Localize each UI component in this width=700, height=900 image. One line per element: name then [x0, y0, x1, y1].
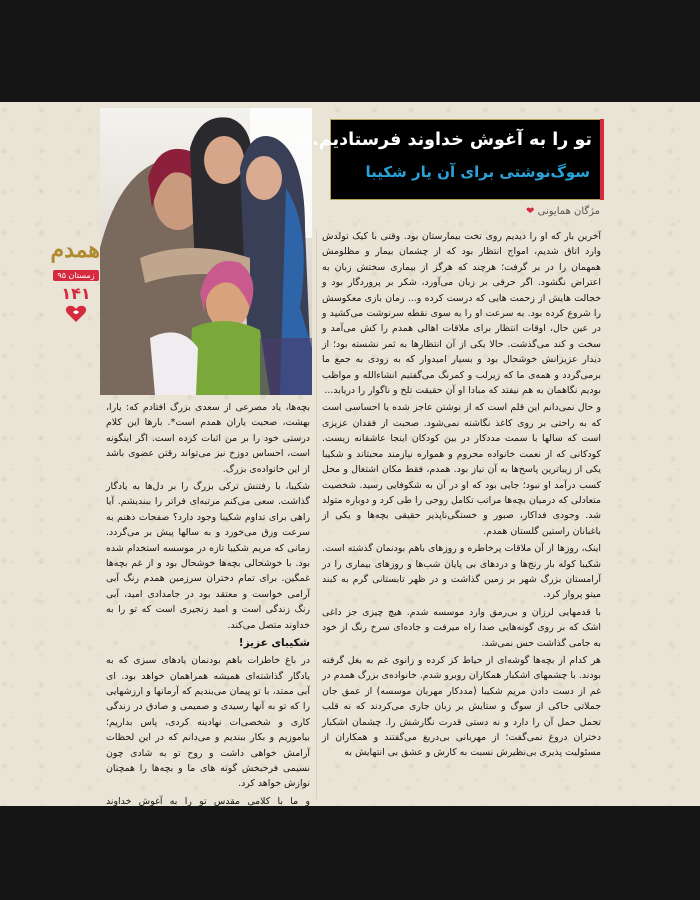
page-number: ۱۴۱ [61, 284, 91, 303]
paragraph: و حال نمی‌دانم این قلم است که از نوشتن عاجز شده یا احساسی است که به راحتی بر روی کاغذ نگاشته نمی‌شود. صحبت از فقدان عزیزی است که سالها با سمت مددکار در بین کودکان اینجا عاشقانه زیست. کودکانی که از نعمت خانواده محروم و همواره نیازمند محبتاند و شکیبا یکی از زیباترین پاسخ‌ها به آن نیاز بود. همدم، فقط مکان اشتغال و محل کسب درآمد او نبود؛ جایی بود که او در آن به شکوفایی رسید. شخصیت متعادلی که درمیان بچه‌ها مراتب تکامل روحی را طی کرد و دوباره متولد شد. وجودی فداکار، صبور و خستگی‌ناپذیر حقیقی بچه‌ها و یکی از باغبانان راستین گلستان همدم. [322, 402, 601, 537]
paragraph: هر کدام از بچه‌ها گوشه‌ای از حیاط کز کرده و زانوی غم به بغل گرفته بودند. با چشمهای اشکبار همکاران روبرو شدم. خانواده‌ی بزرگ همدم در غم از دست دادن مریم شکیبا (مددکار مهربان موسسه) از عمق جان جملاتی حاکی از سوگ و ستایش بر زبان جاری می‌کردند که نه قلب تحمل حمل آن را دارد و نه دستی قدرت نگارشش را. چشمان اشکبار دختران دروغ نمی‌گفت؛ از مهربانی بی‌دریغ می‌گفتند و همکاران از مسئولیت پذیری بی‌نظیرش نسبت به کارش و عشق بی انتهایش به [322, 654, 601, 759]
paragraph: بچه‌ها، یاد مصرعی از سعدی بزرگ افتادم که: یارا، بهشت، صحبت یاران همدم است*. بارها این کلام درستی خود را بر من اثبات کرده است. اگر اینگونه است، احساس دوزخ نیز می‌تواند رقتن عضوی باشد از این خانواده‌ی بزرگ. [106, 402, 310, 475]
paragraph: شکیبا، با رفتنش ترکی بزرگ را بر دل‌ها به یادگار گذاشت. سعی می‌کنم مرتبه‌ای فراتر را ببندیشم. آیا راهی برای تداوم شکیبا وجود دارد؟ صفحات ذهنم به سرعت ورق می‌خورد و به سالها پیش بر می‌گردد. زمانی که مریم شکیبا تازه در موسسه استخدام شده بود. با خوشحالی بچه‌ها خوشحال بود و از غم بچه‌ها غمگین. برای تمام دختران سرزمین همدم رنگ آبی آرامی خواست و معتقد بود در جامدادی امید، آبی رنگ زندگی است و امید زنجیری است که تو را به خداوند متصل می‌کند. [106, 481, 310, 631]
author-byline [440, 206, 600, 217]
paragraph: در باغ خاطرات باهم بودنمان یادهای سبزی که به یادگار گذاشته‌ای همیشه همراهمان خواهد بود. ای آبی ممتد، با تو پیمان می‌بندیم که آرمانها و ارزشهایی را که تو به آنها رسیدی و صمیمی و صادق در زندگی کاری و شخصی‌ات نهادینه کردی، پاس بداریم؛ بیاموزیم و بکار ببندیم و می‌دانم که در این لحظات آرامش خواهی داشت و روح تو به شادی چون نسیمی فرحبخش گونه های ما و بچه‌ها را همچنان نوازش خواهد کرد. [106, 655, 310, 790]
paragraph: اینک، روزها از آن ملاقات پرخاطره و روزهای باهم بودنمان گذشته است. شکیبا کوله بار رنج‌ها و دردهای بی پایان شب‌ها و روزهای بیماری را در آرامستان بزرگ شهر بر زمین گذاشت و در ظهر تابستانی گرم به کبند مینو پرواز کرد. [322, 543, 601, 601]
magazine-name: همدم [50, 237, 100, 263]
paragraph: با قدمهایی لرزان و بی‌رمق وارد موسسه شدم. هیچ چیزی جز داغی اشک که بر روی گونه‌هایی صدا راه میرفت و جاده‌ای سرخ رنگ از خود به جامی گذاشت حس نمی‌شد. [322, 606, 601, 649]
author-name: مژگان همایونی [537, 206, 600, 217]
title-box [298, 119, 601, 200]
heart-icon [65, 305, 87, 323]
column-divider [316, 229, 317, 799]
article-title: تو را به آغوش خداوند فرستادیم... [298, 130, 592, 150]
heart-icon: ❤ [526, 206, 535, 217]
section-subheading: شکیبای عزیز! [238, 637, 310, 650]
article-body-right-column [322, 229, 601, 799]
paragraph: آخرین بار که او را دیدیم روی تخت بیمارستان بود. وقتی با کیک تولدش وارد اتاق شدیم، امواج انتظار بود که از چشمان بیمار و مظلومش همهمان را در بر گرفت؛ هرچند که هرگز از بیماری سختش زبان به اعتراض نگشود. اگر حرفی بر زبان می‌آورد، شکر بر پروردگار بود و خجالت هایش از زحمت هایی که درست کرده و... زمان بازی معکوسش را شروع کرده بود. به سرعت او را به سوی نقطه سرنوشت می‌کشید و در عین حال، اوقات انتظار برای ملاقات اهالی همدم را کش می‌آمد و سخت و کند می‌گذشت. حالا یکی از آن انتظارها به ثمر نشسته بود؛ از دیدار عزیزانش خوشحال بود و بسیار امیدوار که به زودی به جمع ما برمی‌گردد و همه‌ی ما که زیرلب و کمرنگ می‌گفتیم انشاءالله و مواظب بودیم نگاهمان به هم نیفتد که مبادا او آن حقیقت تلخ و ناگوار را دریابد... [322, 231, 601, 397]
paragraph: و ما با کلامی مقدس تو را به آغوش خداوند فرستادیم که ساده بودی و صاف، معصوم آمدی و زلال رفتی... [106, 795, 310, 838]
article-subtitle: سوگ‌نوشتی برای آن یار شکیبا [365, 163, 590, 181]
title-accent-bar [600, 119, 604, 200]
bottom-dark-band [0, 806, 700, 900]
article-photo [100, 108, 312, 395]
top-dark-band [0, 0, 700, 102]
article-body-left-column [106, 400, 310, 838]
magazine-logo [52, 237, 100, 327]
magazine-season: زمستان ۹۵ [53, 270, 98, 281]
